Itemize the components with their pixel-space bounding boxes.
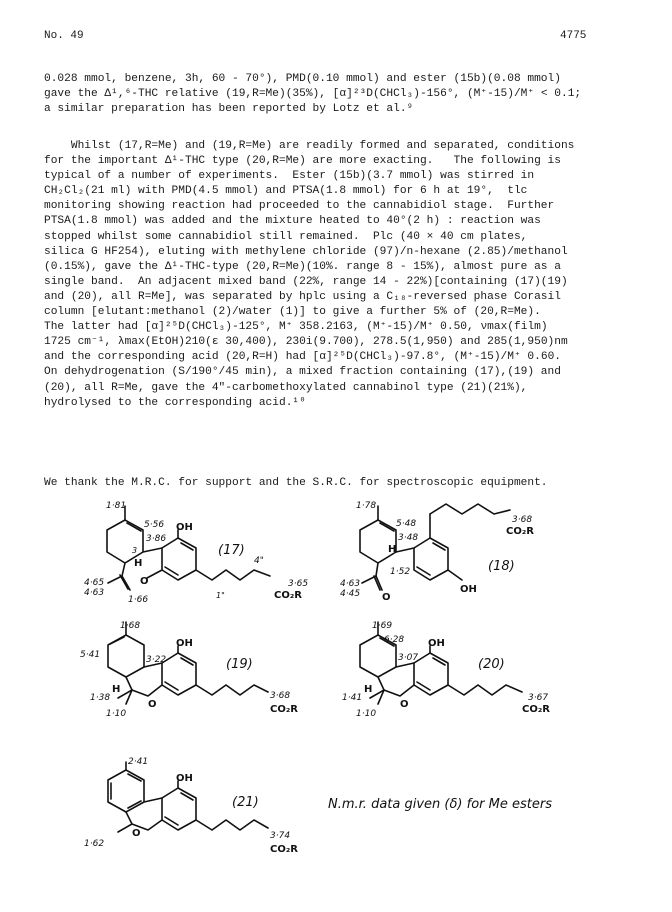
bond	[108, 576, 122, 583]
shift-label: 3·86	[146, 534, 167, 544]
text-line: and (20), all R=Me], was separated by hplc using a C₁₈-reversed phase Corasil	[44, 290, 561, 303]
shift-label: 1·81	[106, 501, 127, 511]
hydrogen-label: H	[364, 684, 373, 695]
bond	[143, 548, 162, 552]
structure-20	[342, 621, 550, 719]
shift-label: 3·74	[270, 831, 291, 841]
ester-label: CO₂R	[270, 704, 298, 715]
structure-21	[84, 757, 298, 855]
text-line: hydrolysed to the corresponding acid.¹⁰	[44, 396, 306, 409]
compound-label: (17)	[218, 543, 245, 558]
structure-17	[84, 501, 308, 605]
shift-label: 4·45	[340, 589, 361, 599]
bond	[376, 563, 378, 576]
shift-label: 3·68	[270, 691, 291, 701]
bond	[162, 538, 196, 580]
text-line: a similar preparation has been reported by Lotz et al.⁹	[44, 103, 414, 116]
compound-label: (18)	[488, 559, 515, 574]
bond	[196, 685, 268, 695]
shift-label: 1·62	[84, 839, 105, 849]
shift-label: 3·67	[528, 693, 549, 703]
shift-label: 5·56	[144, 520, 165, 530]
shift-label: 2·41	[128, 757, 149, 767]
text-line: for the important Δ¹-THC type (20,R=Me) are more exacting. The following is	[44, 155, 561, 168]
compound-label: (19)	[226, 657, 253, 672]
hydroxyl-label: OH	[428, 638, 445, 649]
text-line: silica G HF254), eluting with methylene chloride (97)/n-hexane (2.85)/methanol	[44, 245, 568, 258]
hydroxyl-label: OH	[176, 773, 193, 784]
text-line: typical of a number of experiments. Ester (15b)(3.7 mmol) was stirred in	[44, 170, 535, 183]
text-line: PTSA(1.8 mmol) was added and the mixture heated to 40°(2 h) : reaction was	[44, 215, 541, 228]
shift-label: 3·22	[146, 655, 167, 665]
bond	[433, 543, 445, 550]
bond	[430, 504, 510, 514]
shift-label: 6·28	[384, 635, 405, 645]
shift-label: 3·68	[512, 515, 533, 525]
bond	[181, 658, 193, 665]
bond	[118, 824, 132, 832]
compound-label: (21)	[232, 795, 259, 810]
hydrogen-label: H	[134, 558, 143, 569]
text-line: monitoring showing reaction had proceeded to the cannabidiol stage. Further	[44, 200, 555, 213]
shift-label: 5·48	[396, 519, 417, 529]
bond	[122, 563, 125, 576]
shift-label: 3·65	[288, 579, 309, 589]
hydroxyl-label: OH	[176, 638, 193, 649]
figure-caption: N.m.r. data given (δ) for Me esters	[328, 797, 552, 812]
bond	[122, 576, 130, 590]
ester-label: CO₂R	[274, 590, 302, 601]
shift-label: 1·10	[106, 709, 127, 719]
shift-label: 5·41	[80, 650, 101, 660]
oxygen-label: O	[140, 576, 149, 587]
shift-label: 1·10	[356, 709, 377, 719]
bond	[181, 543, 193, 550]
shift-label: 4"	[254, 556, 264, 566]
shift-label: 4·63	[84, 588, 105, 598]
compound-label: (20)	[478, 657, 505, 672]
page-number: 4775	[560, 30, 587, 42]
text-line: CH₂Cl₂(21 ml) with PMD(4.5 mmol) and PTSA(1.8 mmol) for 6 h at 19°, tlc	[44, 185, 528, 198]
bond	[414, 653, 448, 695]
bond	[196, 570, 270, 580]
shift-label: 3·07	[398, 653, 419, 663]
text-line: column [elutant:methanol (2)/water (1)] to give a further 5% of (20,R=Me).	[44, 306, 541, 319]
acknowledgement-text: We thank the M.R.C. for support and the S.R.C. for spectroscopic equipment.	[44, 477, 548, 489]
bond	[196, 820, 268, 830]
bond	[108, 635, 144, 677]
hydrogen-label: H	[112, 684, 121, 695]
bond	[433, 658, 445, 665]
text-line: On dehydrogenation (S/190°/45 min), a mixed fraction containing (17),(19) and	[44, 366, 561, 379]
shift-label: 1·78	[356, 501, 377, 511]
text-line: single band. An adjacent mixed band (22%, range 14 - 22%)[containing (17)(19)	[44, 275, 568, 288]
bond	[448, 570, 462, 580]
ester-label: CO₂R	[270, 844, 298, 855]
oxygen-label: O	[382, 592, 391, 603]
bond	[144, 798, 162, 802]
text-line: (0.15%), gave the Δ¹-THC-type (20,R=Me)(10%. range 8 - 15%), almost pure as a	[44, 260, 561, 273]
oxygen-label: O	[132, 828, 141, 839]
text-line: and the corresponding acid (20,R=H) had [α]²⁵D(CHCl₃)-97.8°, (M⁺-15)/M⁺ 0.60.	[44, 351, 561, 364]
shift-label: 3	[132, 546, 138, 555]
bond	[108, 770, 144, 812]
text-line: The latter had [α]²⁵D(CHCl₃)-125°, M⁺ 358.2163, (M⁺-15)/M⁺ 0.50, νmax(film)	[44, 321, 548, 334]
journal-number: No. 49	[44, 30, 84, 42]
text-line: gave the Δ¹,⁶-THC relative (19,R=Me)(35%), [α]²³D(CHCl₃)-156°, (M⁺-15)/M⁺ < 0.1;	[44, 88, 582, 101]
shift-label: 1"	[216, 591, 225, 600]
bond	[396, 663, 414, 667]
bond	[162, 788, 196, 830]
bond	[107, 520, 143, 563]
bond	[120, 575, 128, 589]
bond	[147, 570, 162, 578]
structure-18	[340, 501, 534, 603]
text-line: Whilst (17,R=Me) and (19,R=Me) are readily formed and separated, conditions	[44, 140, 575, 152]
shift-label: 3·48	[398, 533, 419, 543]
bond	[181, 793, 193, 800]
structure-19	[80, 621, 298, 719]
hydroxyl-label: OH	[460, 584, 477, 595]
text-line: (20), all R=Me, gave the 4"-carbomethoxylated cannabinol type (21)(21%),	[44, 381, 528, 394]
shift-label: 4·65	[84, 578, 105, 588]
bond	[162, 653, 196, 695]
bond	[414, 538, 448, 580]
shift-label: 1·69	[372, 621, 393, 631]
shift-label: 1·68	[120, 621, 141, 631]
bond	[448, 685, 522, 695]
shift-label: 4·63	[340, 579, 361, 589]
oxygen-label: O	[148, 699, 157, 710]
shift-label: 1·38	[90, 693, 111, 703]
bond	[360, 520, 396, 563]
ester-label: CO₂R	[522, 704, 550, 715]
bond	[110, 637, 124, 644]
oxygen-label: O	[400, 699, 409, 710]
shift-label: 1·66	[128, 595, 149, 605]
ester-label: CO₂R	[506, 526, 534, 537]
hydrogen-label: H	[388, 544, 397, 555]
shift-label: 1·52	[390, 567, 411, 577]
text-line: 1725 cm⁻¹, λmax(EtOH)210(ε 30,400), 230i(9.700), 278.5(1,950) and 285(1,950)nm	[44, 336, 568, 349]
shift-label: 1·41	[342, 693, 363, 703]
hydroxyl-label: OH	[176, 522, 193, 533]
bond	[396, 548, 414, 552]
text-line: 0.028 mmol, benzene, 3h, 60 - 70°), PMD(0.10 mmol) and ester (15b)(0.08 mmol)	[44, 73, 561, 85]
text-line: stopped whilst some cannabidiol still remained. Plc (40 × 40 cm plates,	[44, 230, 528, 243]
